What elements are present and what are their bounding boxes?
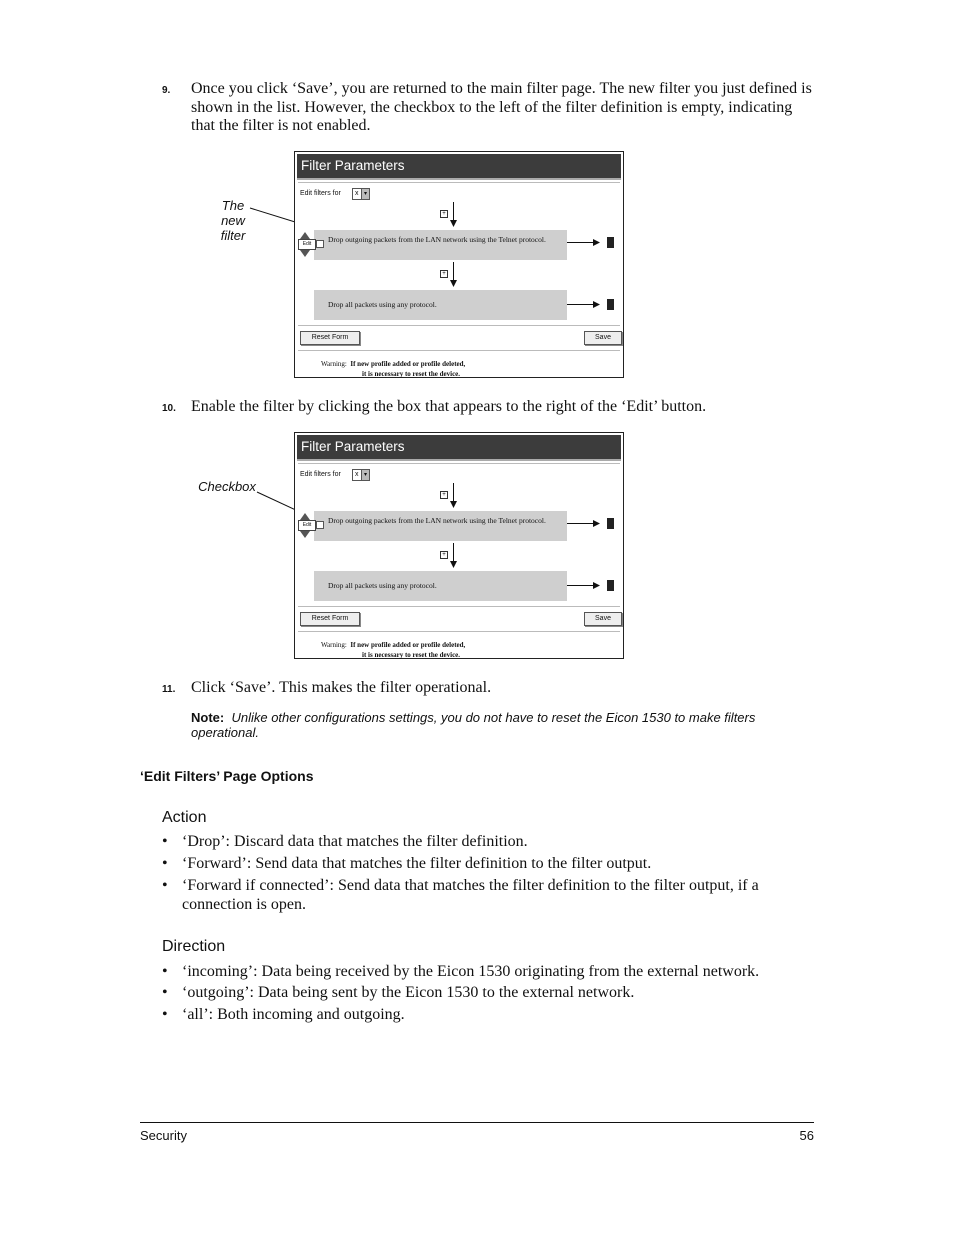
output-block (607, 580, 614, 591)
callout-label: Checkbox (198, 479, 256, 494)
filter-parameters-screenshot (294, 432, 624, 659)
panel-title: Filter Parameters (297, 435, 621, 461)
list-item: • ‘outgoing’: Data being sent by the Eicon 1530 to the external network. (162, 984, 635, 1001)
arrow-down-icon (450, 220, 457, 227)
arrow-down-icon[interactable] (300, 531, 310, 538)
enable-checkbox[interactable] (316, 240, 324, 248)
arrow-up-icon[interactable] (300, 232, 310, 239)
arrow-right-icon (593, 239, 600, 246)
list-item: • ‘Forward if connected’: Send data that matches the filter definition to the filter output, if a connection is open. (162, 877, 759, 913)
edit-filters-for-label: Edit filters for (300, 471, 341, 478)
arrow-down-icon[interactable] (300, 250, 310, 257)
edit-filters-for-label: Edit filters for (300, 190, 341, 197)
edit-button[interactable]: Edit (298, 239, 316, 250)
filter-rule-1[interactable]: Drop outgoing packets from the LAN network using the Telnet protocol. (314, 511, 567, 541)
filter-rule-2[interactable]: Drop all packets using any protocol. (314, 290, 567, 320)
filter-select[interactable]: x ▾ (352, 188, 370, 200)
output-block (607, 237, 614, 248)
reset-form-button[interactable]: Reset Form (300, 612, 360, 626)
footer-rule (140, 1122, 814, 1123)
callout-label: The new filter (220, 198, 246, 243)
list-item: • ‘all’: Both incoming and outgoing. (162, 1006, 405, 1023)
step-text: Click ‘Save’. This makes the filter operational. (191, 679, 492, 696)
subheading-direction: Direction (162, 938, 226, 955)
arrow-up-icon[interactable] (300, 513, 310, 520)
list-item: • ‘incoming’: Data being received by the Eicon 1530 originating from the external network. (162, 963, 760, 980)
save-button[interactable]: Save (584, 612, 622, 626)
plus-icon[interactable]: + (440, 270, 448, 278)
step-text: Enable the filter by clicking the box that appears to the right of the ‘Edit’ button. (191, 398, 707, 415)
plus-icon[interactable]: + (440, 551, 448, 559)
filter-select[interactable]: x ▾ (352, 469, 370, 481)
step-number: 11. (162, 684, 176, 695)
page-number: 56 (799, 1128, 814, 1143)
edit-button[interactable]: Edit (298, 520, 316, 531)
chevron-down-icon: ▾ (361, 189, 369, 199)
step-number: 9. (162, 85, 171, 96)
reset-form-button[interactable]: Reset Form (300, 331, 360, 345)
arrow-right-icon (593, 520, 600, 527)
list-item: • ‘Forward’: Send data that matches the filter definition to the filter output. (162, 855, 652, 872)
list-item: • ‘Drop’: Discard data that matches the filter definition. (162, 833, 528, 850)
save-button[interactable]: Save (584, 331, 622, 345)
arrow-down-icon (450, 501, 457, 508)
step-text: Once you click ‘Save’, you are returned to the main filter page. The new filter you just defined is shown in the list. However, the checkbox to the left of the filter definition is empty, indicating that the filter is not enabled. (191, 80, 812, 134)
subheading-action: Action (162, 809, 207, 826)
arrow-right-icon (593, 301, 600, 308)
filter-rule-1[interactable]: Drop outgoing packets from the LAN network using the Telnet protocol. (314, 230, 567, 260)
section-heading: ‘Edit Filters’ Page Options (140, 768, 314, 784)
step-number: 10. (162, 403, 176, 414)
arrow-down-icon (450, 561, 457, 568)
warning-text: Warning: If new profile added or profile deleted, (321, 641, 466, 649)
arrow-down-icon (450, 280, 457, 287)
output-block (607, 518, 614, 529)
plus-icon[interactable]: + (440, 491, 448, 499)
note: Note: Unlike other configurations settings, you do not have to reset the Eicon 1530 to make filters operational. (191, 710, 756, 740)
plus-icon[interactable]: + (440, 210, 448, 218)
warning-text-line2: it is necessary to reset the device. (362, 370, 461, 378)
output-block (607, 299, 614, 310)
warning-text-line2: it is necessary to reset the device. (362, 651, 461, 659)
filter-rule-2[interactable]: Drop all packets using any protocol. (314, 571, 567, 601)
warning-text: Warning: If new profile added or profile deleted, (321, 360, 466, 368)
enable-checkbox[interactable] (316, 521, 324, 529)
filter-parameters-screenshot (294, 151, 624, 378)
chevron-down-icon: ▾ (361, 470, 369, 480)
arrow-right-icon (593, 582, 600, 589)
panel-title: Filter Parameters (297, 154, 621, 180)
footer-section: Security (140, 1128, 187, 1143)
